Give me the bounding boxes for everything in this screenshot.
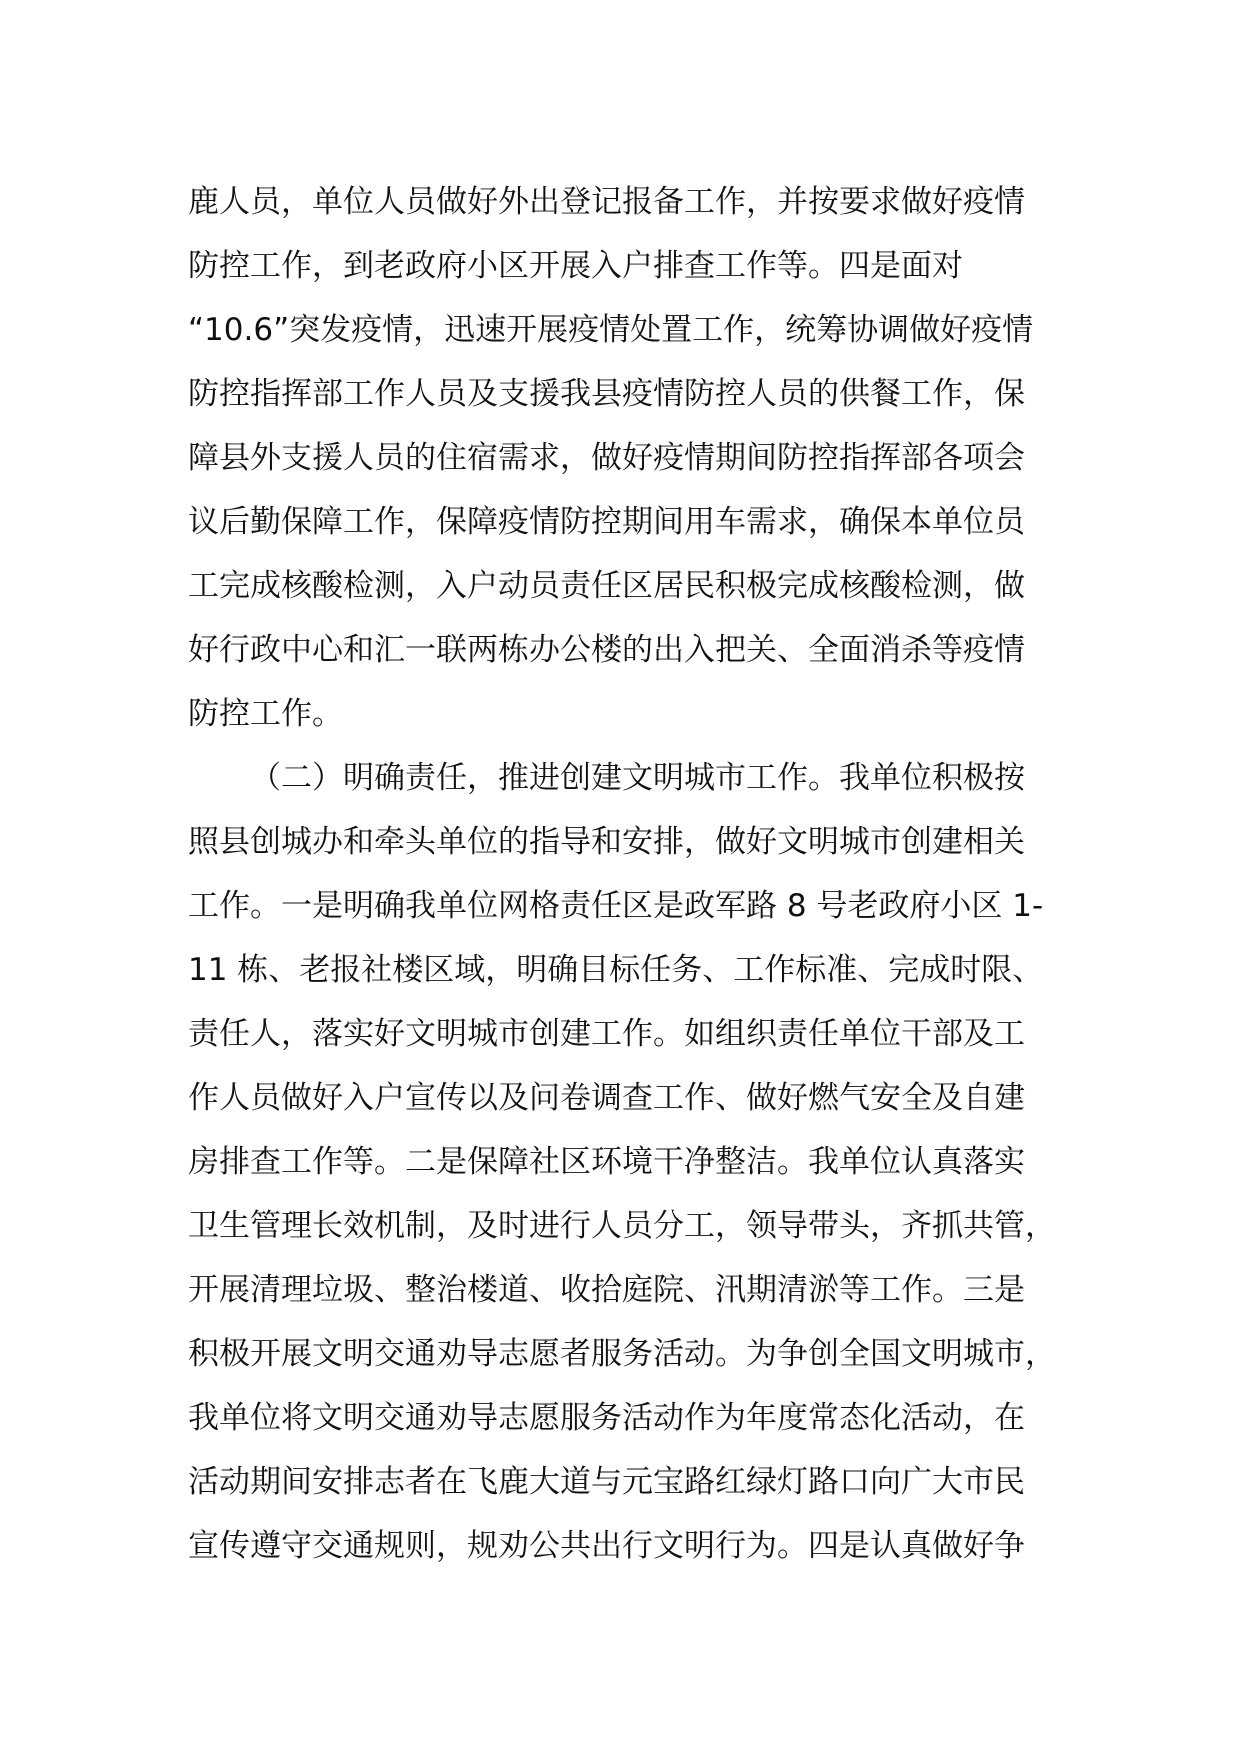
- text-line-20: 我单位将文明交通劝导志愿服务活动作为年度常态化活动，在: [188, 1400, 1025, 1436]
- text-line-13: 11 栋、老报社楼区域，明确目标任务、工作标准、完成时限、: [188, 952, 1044, 988]
- text-line-11: 照县创城办和牵头单位的指导和安排，做好文明城市创建相关: [188, 824, 1025, 860]
- text-line-21: 活动期间安排志者在飞鹿大道与元宝路红绿灯路口向广大市民: [188, 1464, 1025, 1500]
- text-line-18: 开展清理垃圾、整治楼道、收拾庭院、汛期清淤等工作。三是: [188, 1272, 1025, 1308]
- text-line-14: 责任人，落实好文明城市创建工作。如组织责任单位干部及工: [188, 1016, 1025, 1052]
- text-line-17: 卫生管理长效机制，及时进行人员分工，领导带头，齐抓共管，: [188, 1208, 1056, 1244]
- text-line-4: 防控指挥部工作人员及支援我县疫情防控人员的供餐工作，保: [188, 376, 1025, 412]
- text-line-19: 积极开展文明交通劝导志愿者服务活动。为争创全国文明城市，: [188, 1336, 1056, 1372]
- text-line-9: 防控工作。: [188, 696, 343, 732]
- text-line-15: 作人员做好入户宣传以及问卷调查工作、做好燃气安全及自建: [188, 1080, 1025, 1116]
- body-text: [188, 170, 1088, 1578]
- text-line-16: 房排查工作等。二是保障社区环境干净整洁。我单位认真落实: [188, 1144, 1025, 1180]
- text-line-3: “10.6”突发疫情，迅速开展疫情处置工作，统筹协调做好疫情: [188, 312, 1034, 348]
- text-line-6: 议后勤保障工作，保障疫情防控期间用车需求，确保本单位员: [188, 504, 1025, 540]
- text-line-5: 障县外支援人员的住宿需求，做好疫情期间防控指挥部各项会: [188, 440, 1025, 476]
- text-line-7: 工完成核酸检测，入户动员责任区居民积极完成核酸检测，做: [188, 568, 1025, 604]
- text-line-8: 好行政中心和汇一联两栋办公楼的出入把关、全面消杀等疫情: [188, 632, 1025, 668]
- text-line-1: 鹿人员，单位人员做好外出登记报备工作，并按要求做好疫情: [188, 184, 1025, 220]
- text-line-22: 宣传遵守交通规则，规劝公共出行文明行为。四是认真做好争: [188, 1528, 1025, 1564]
- section-heading-line: （二）明确责任，推进创建文明城市工作。我单位积极按: [250, 760, 1025, 796]
- text-line-12: 工作。一是明确我单位网格责任区是政军路 8 号老政府小区 1-: [188, 888, 1044, 924]
- text-line-2: 防控工作，到老政府小区开展入户排查工作等。四是面对: [188, 248, 963, 284]
